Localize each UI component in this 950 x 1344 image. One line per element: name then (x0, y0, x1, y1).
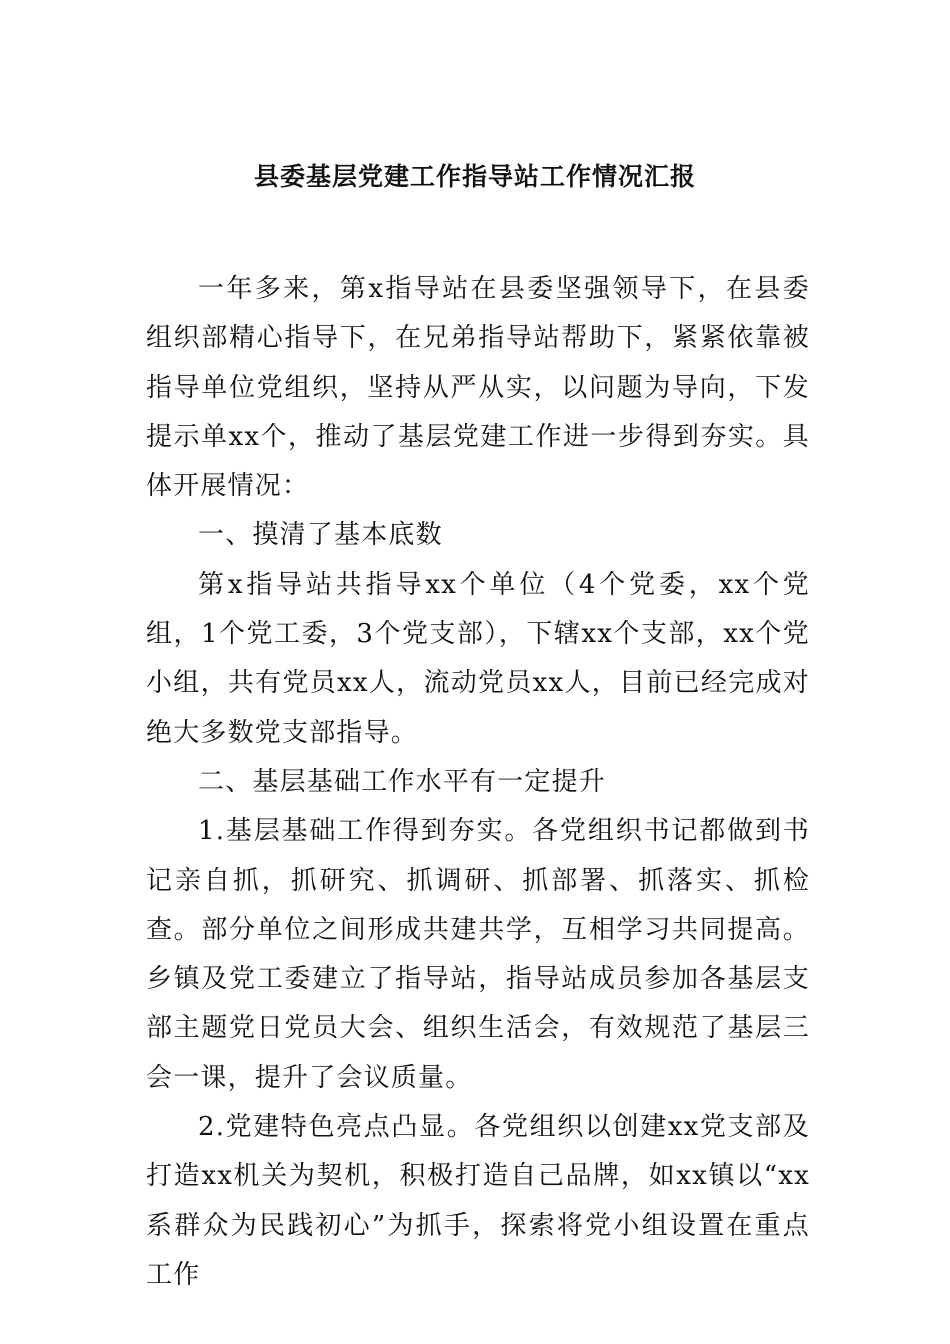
document-body (146, 265, 810, 1300)
paragraph-intro: 一年多来，第x指导站在县委坚强领导下，在县委组织部精心指导下，在兄弟指导站帮助下，紧紧依靠被指导单位党组织，坚持从严从实，以问题为导向，下发提示单xx个，推动了基层党建工作进一步得到夯实。具体开展情况： (146, 274, 810, 502)
paragraph-item-2: 2.党建特色亮点凸显。各党组织以创建xx党支部及打造xx机关为契机，积极打造自己品牌，如xx镇以“xx系群众为民践初心”为抓手，探索将党小组设置在重点工作 (146, 1112, 810, 1290)
paragraph-basic-data: 第x指导站共指导xx个单位（4个党委，xx个党组，1个党工委，3个党支部），下辖xx个支部，xx个党小组，共有党员xx人，流动党员xx人，目前已经完成对绝大多数党支部指导。 (146, 569, 810, 748)
section-heading-1: 一、摸清了基本底数 (198, 520, 443, 551)
document-title: 县委基层党建工作指导站工作情况汇报 (253, 162, 696, 191)
paragraph-item-1: 1.基层基础工作得到夯实。各党组织书记都做到书记亲自抓，抓研究、抓调研、抓部署、抓落实、抓检查。部分单位之间形成共建共学，互相学习共同提高。乡镇及党工委建立了指导站，指导站成员参加各基层支部主题党日党员大会、组织生活会，有效规范了基层三会一课，提升了会议质量。 (146, 816, 810, 1093)
section-heading-2: 二、基层基础工作水平有一定提升 (198, 766, 607, 797)
